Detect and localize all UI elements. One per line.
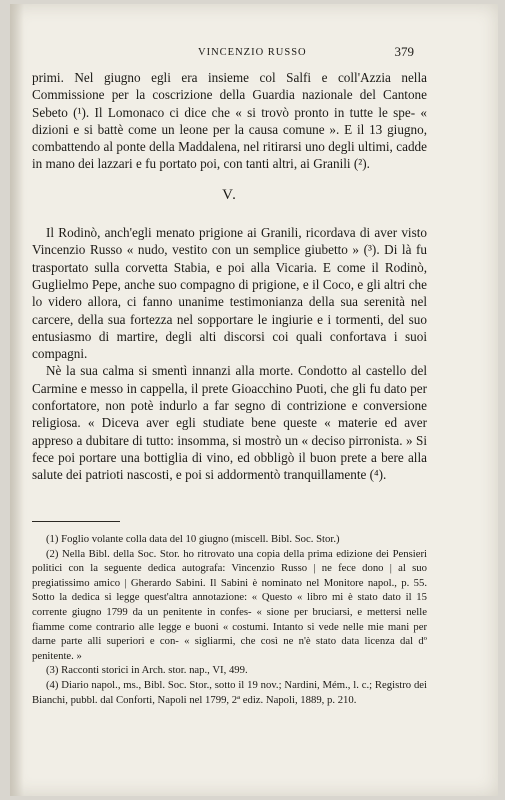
page-number: 379 xyxy=(394,44,414,59)
footnote-rule xyxy=(32,521,120,522)
running-title: VINCENZIO RUSSO xyxy=(198,47,307,58)
footnote-2: (2) Nella Bibl. della Soc. Stor. ho ritrovato una copia della prima edizione dei Pensieri politici con la seguente dedica autografa: Vincenzio Russo | ne fece dono | al suo pregiatissimo amico | Gherardo Sabini. Il Sabini è nominato nel Monitore napol., p. 55. Sotto la dedica si legge quest'altra annotazione: « Questo « libro mi è stato dato il 15 corrente giugno 1799 da un penitente in confes- « sione per bruciarsi, e mettersi nelle fiamme come contrario alle legge e buoni « costumi. Intanto si vede nelle mie mani per darne parte alli superiori e con- « sigliarmi, che così ne n'è stato data licenza dal dº penitente. » xyxy=(32,547,427,662)
paragraph-1: primi. Nel giugno egli era insieme col Salfi e coll'Azzia nella Commissione per la coscrizione della Guardia nazionale del Cantone Sebeto (¹). Il Lomonaco ci dice che « si trovò pronto in tutte le spe- « dizioni e si battè come un leone per la causa comune ». E il 13 giugno, combattendo al ponte della Maddalena, nel ritirarsi uno degli ultimi, cadde in mano dei lazzari e fu portato poi, con tanti altri, ai Granili (²). xyxy=(32,70,427,172)
section-heading: V. xyxy=(222,186,237,203)
footnote-4: (4) Diario napol., ms., Bibl. Soc. Stor., sotto il 19 nov.; Nardini, Mém., l. c.; Registro dei Bianchi, pubbl. dal Conforti, Napoli nel 1799, 2ª ediz. Napoli, 1889, p. 210. xyxy=(32,678,427,706)
page-header xyxy=(50,44,414,63)
book-page xyxy=(10,4,498,796)
footnotes xyxy=(32,532,427,707)
footnote-1: (1) Foglio volante colla data del 10 giugno (miscell. Bibl. Soc. Stor.) xyxy=(46,533,340,545)
paragraph-3: Nè la sua calma si smentì innanzi alla morte. Condotto al castello del Carmine e messo in cappella, il prete Gioacchino Puoti, che gli fu dato per confortatore, non potè indurlo a far segno di contrizione e conversione religiosa. « Diceva aver egli studiate bene queste « materie ed aver appreso a dubitare di tutto: insomma, si mostrò un « deciso pirronista. » Si fece poi portare una bottiglia di vino, ed obbligò il buon prete a bere alla salute dei patrioti nascosti, e poi si addormentò tranquillamente (⁴). xyxy=(32,363,427,483)
paragraph-2: Il Rodinò, anch'egli menato prigione ai Granili, ricordava di aver visto Vincenzio Russo « nudo, vestito con un semplice giubetto » (³). Di là fu trasportato sulla corvetta Stabia, e poi alla Vicaria. E come il Rodinò, Guglielmo Pepe, anche suo compagno di prigione, e il Coco, e gli altri che lo videro allora, ci fanno unanime testimonianza della sua serenità nel carcere, della sua fortezza nel sopportare le ingiurie e i tormenti, del suo entusiasmo di martire, degli alti discorsi coi quali confortava i suoi compagni. xyxy=(32,225,427,362)
body-text xyxy=(32,69,427,484)
page-spine-shadow xyxy=(10,4,24,796)
footnote-3: (3) Racconti storici in Arch. stor. nap., VI, 499. xyxy=(46,664,248,677)
